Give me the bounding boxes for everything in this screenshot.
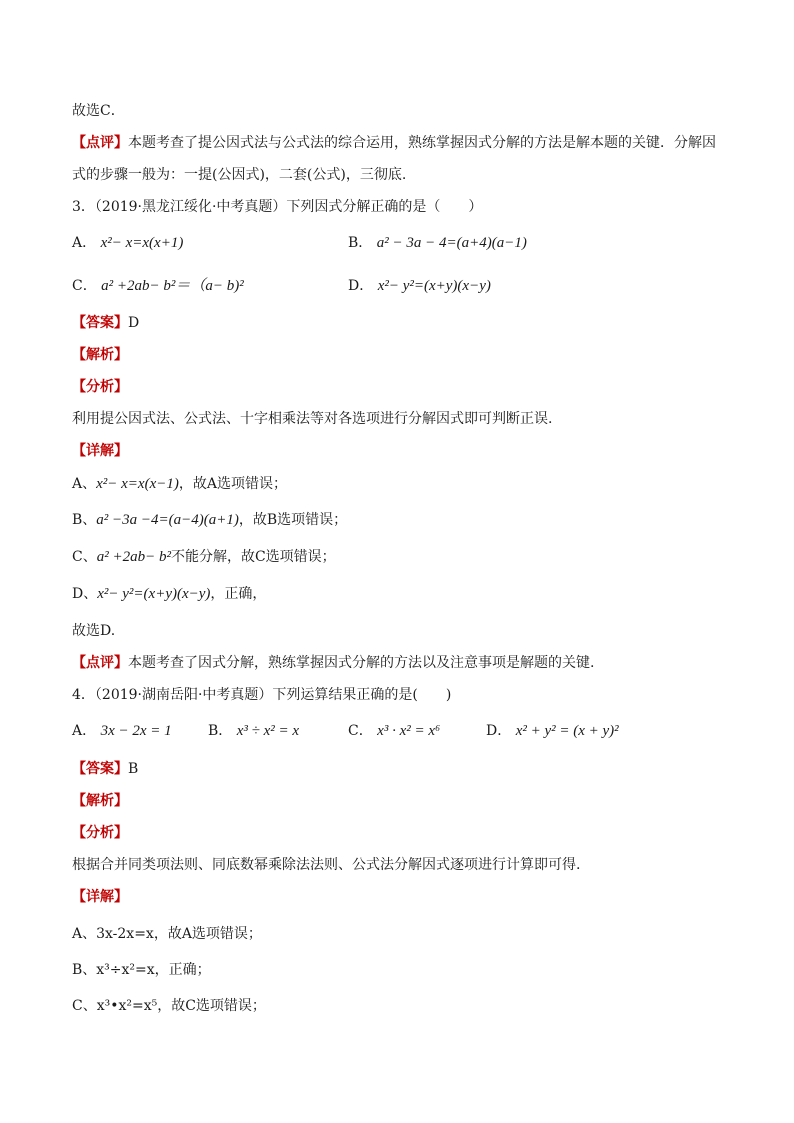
- q4-xiangjie: 【详解】: [72, 889, 128, 905]
- q3-jiexi: 【解析】: [72, 347, 128, 363]
- q3-option-a: A． x²− x=x(x+1): [72, 235, 184, 251]
- comment-1: 【点评】本题考查了提公因式法与公式法的综合运用，熟练掌握因式分解的方法是解本题的关键．分解因: [72, 135, 716, 151]
- q4-fenxi: 【分析】: [72, 825, 128, 841]
- q3-detail-a: A、x²− x=x(x−1)，故A选项错误；: [72, 476, 287, 492]
- question-3-stem: 3．（2019·黑龙江绥化·中考真题）下列因式分解正确的是（ ）: [72, 199, 483, 215]
- q3-xiangjie: 【详解】: [72, 443, 128, 459]
- q3-answer: 【答案】D: [72, 315, 140, 331]
- q3-fenxi: 【分析】: [72, 379, 128, 395]
- q4-detail-b: B、x³÷x²=x，正确；: [72, 962, 211, 978]
- q4-option-a: A． 3x − 2x = 1: [72, 723, 172, 739]
- q4-detail-a: A、3x-2x=x，故A选项错误；: [72, 926, 262, 942]
- comment-1-cont: 式的步骤一般为：一提(公因式)，二套(公式)，三彻底.: [72, 167, 407, 183]
- q3-detail-b: B、a² −3a −4=(a−4)(a+1)，故B选项错误；: [72, 512, 348, 528]
- q3-option-b: B． a² − 3a − 4=(a+4)(a−1): [348, 235, 527, 251]
- q4-detail-c: C、x³•x²=x⁵，故C选项错误；: [72, 998, 266, 1014]
- q3-detail-d: D、x²− y²=(x+y)(x−y)，正确，: [72, 586, 267, 602]
- q4-answer: 【答案】B: [72, 761, 139, 777]
- q4-option-c: C． x³ · x² = x⁶: [348, 723, 441, 739]
- comment-tag: 【点评】: [72, 135, 128, 151]
- q4-option-d: D． x² + y² = (x + y)²: [486, 723, 619, 739]
- q4-jiexi: 【解析】: [72, 793, 128, 809]
- q3-option-c: C． a² +2ab− b²＝（a− b)²: [72, 278, 244, 294]
- conclusion-d: 故选D.: [72, 623, 116, 639]
- question-4-stem: 4．（2019·湖南岳阳·中考真题）下列运算结果正确的是( ): [72, 687, 452, 703]
- conclusion-c: 故选C．: [72, 103, 125, 119]
- q3-comment: 【点评】本题考查了因式分解，熟练掌握因式分解的方法以及注意事项是解题的关键.: [72, 655, 595, 671]
- q3-fenxi-text: 利用提公因式法、公式法、十字相乘法等对各选项进行分解因式即可判断正误.: [72, 411, 553, 427]
- q4-fenxi-text: 根据合并同类项法则、同底数幂乘除法法则、公式法分解因式逐项进行计算即可得.: [72, 857, 581, 873]
- q3-detail-c: C、a² +2ab− b²不能分解，故C选项错误；: [72, 549, 336, 565]
- q4-option-b: B． x³ ÷ x² = x: [208, 723, 300, 739]
- q3-option-d: D． x²− y²=(x+y)(x−y): [348, 278, 491, 294]
